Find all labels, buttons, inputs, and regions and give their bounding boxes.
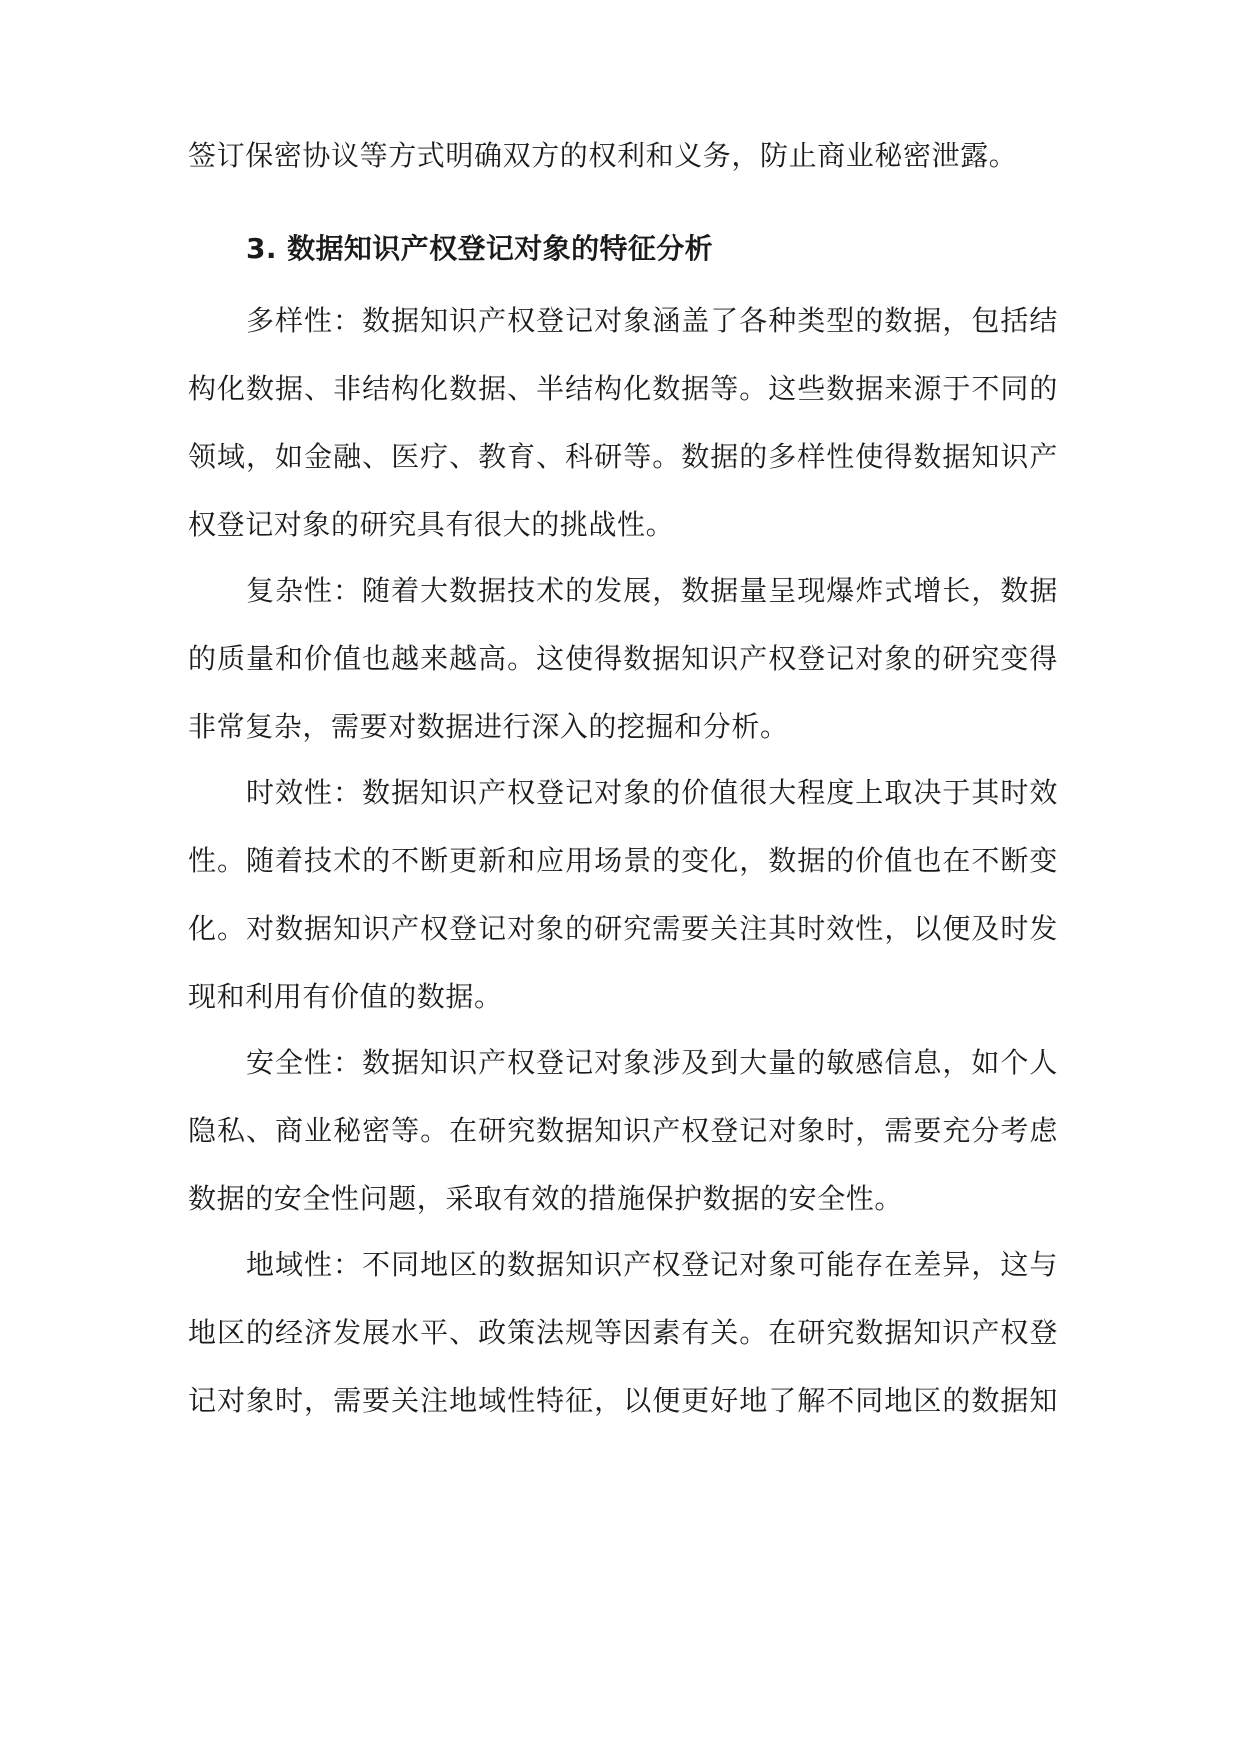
paragraph-complexity-line-2: 的质量和价值也越来越高。这使得数据知识产权登记对象的研究变得 — [188, 642, 1058, 675]
paragraph-diversity-line-1: 多样性：数据知识产权登记对象涵盖了各种类型的数据，包括结 — [246, 304, 1058, 337]
paragraph-continuation-line: 签订保密协议等方式明确双方的权利和义务，防止商业秘密泄露。 — [188, 139, 1018, 172]
paragraph-timeliness-line-1: 时效性：数据知识产权登记对象的价值很大程度上取决于其时效 — [246, 776, 1058, 809]
paragraph-complexity-line-3: 非常复杂，需要对数据进行深入的挖掘和分析。 — [188, 710, 789, 743]
paragraph-regionality-line-1: 地域性：不同地区的数据知识产权登记对象可能存在差异，这与 — [246, 1248, 1058, 1281]
paragraph-timeliness-line-3: 化。对数据知识产权登记对象的研究需要关注其时效性，以便及时发 — [188, 912, 1058, 945]
paragraph-diversity-line-4: 权登记对象的研究具有很大的挑战性。 — [188, 508, 675, 541]
paragraph-diversity-line-3: 领域，如金融、医疗、教育、科研等。数据的多样性使得数据知识产 — [188, 440, 1058, 473]
paragraph-regionality-line-2: 地区的经济发展水平、政策法规等因素有关。在研究数据知识产权登 — [188, 1316, 1058, 1349]
paragraph-regionality-line-3: 记对象时，需要关注地域性特征，以便更好地了解不同地区的数据知 — [188, 1384, 1058, 1417]
paragraph-diversity-line-2: 构化数据、非结构化数据、半结构化数据等。这些数据来源于不同的 — [188, 372, 1058, 405]
paragraph-security-line-1: 安全性：数据知识产权登记对象涉及到大量的敏感信息，如个人 — [246, 1046, 1058, 1079]
paragraph-timeliness-line-4: 现和利用有价值的数据。 — [188, 980, 503, 1013]
paragraph-security-line-2: 隐私、商业秘密等。在研究数据知识产权登记对象时，需要充分考虑 — [188, 1114, 1058, 1147]
paragraph-timeliness-line-2: 性。随着技术的不断更新和应用场景的变化，数据的价值也在不断变 — [188, 844, 1058, 877]
paragraph-security-line-3: 数据的安全性问题，采取有效的措施保护数据的安全性。 — [188, 1182, 904, 1215]
section-heading: 3. 数据知识产权登记对象的特征分析 — [246, 232, 714, 265]
paragraph-complexity-line-1: 复杂性：随着大数据技术的发展，数据量呈现爆炸式增长，数据 — [246, 574, 1058, 607]
